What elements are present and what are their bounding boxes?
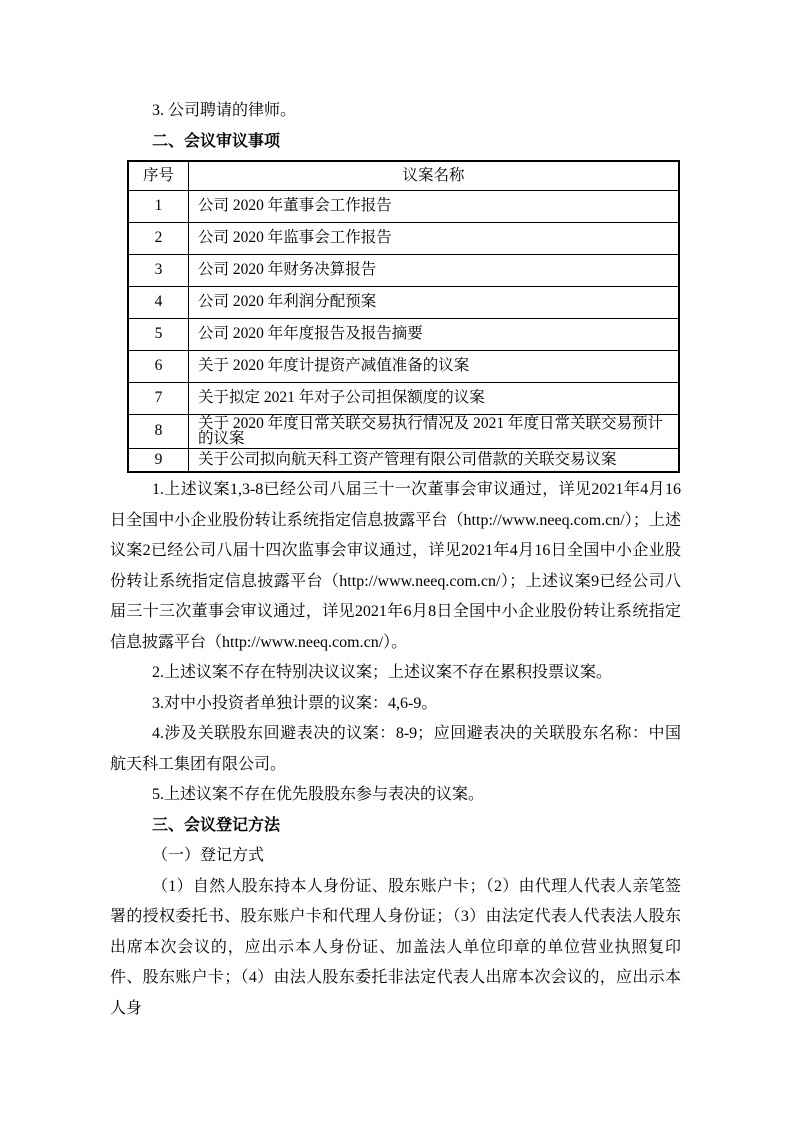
proposal-name: 公司 2020 年董事会工作报告 — [189, 190, 680, 222]
column-header-name: 议案名称 — [189, 161, 680, 190]
proposal-number: 2 — [128, 222, 189, 254]
proposal-name: 关于公司拟向航天科工资产管理有限公司借款的关联交易议案 — [189, 448, 680, 472]
table-header-row — [128, 161, 679, 190]
note-paragraph-1: 1.上述议案1,3-8已经公司八届三十一次董事会审议通过，详见2021年4月16日全国中小企业股份转让系统指定信息披露平台（http://www.neeq.com.cn/）；上述议案2已经公司八届十四次监事会审议通过，详见2021年4月16日全国中小企业股份转让系统指定信息披露平台（http://www.neeq.com.cn/）；上述议案9已经公司八届三十三次董事会审议通过，详见2021年6月8日全国中小企业股份转让系统指定信息披露平台（http://www.neeq.com.cn/）。 — [110, 481, 681, 651]
table-row — [128, 190, 679, 222]
proposal-number: 4 — [128, 286, 189, 318]
section3-heading: 三、会议登记方法 — [152, 816, 281, 834]
section2-heading: 二、会议审议事项 — [152, 132, 281, 150]
proposal-name: 公司 2020 年财务决算报告 — [189, 254, 680, 286]
table-row — [128, 382, 679, 414]
proposal-number: 6 — [128, 350, 189, 382]
note-paragraph-5: 5.上述议案不存在优先股股东参与表决的议案。 — [152, 786, 485, 803]
section3-subheading: （一）登记方式 — [152, 847, 265, 864]
note-paragraph-2: 2.上述议案不存在特别决议议案；上述议案不存在累积投票议案。 — [152, 664, 613, 681]
proposal-number: 5 — [128, 318, 189, 350]
proposal-number: 3 — [128, 254, 189, 286]
intro-list-item: 3. 公司聘请的律师。 — [152, 102, 297, 119]
proposal-name: 关于拟定 2021 年对子公司担保额度的议案 — [189, 382, 680, 414]
proposal-name: 公司 2020 年年度报告及报告摘要 — [189, 318, 680, 350]
proposal-name: 公司 2020 年利润分配预案 — [189, 286, 680, 318]
proposals-table — [127, 160, 680, 473]
table-row — [128, 222, 679, 254]
table-row — [128, 448, 679, 472]
table-row — [128, 254, 679, 286]
column-header-no: 序号 — [128, 161, 189, 190]
proposal-number: 9 — [128, 448, 189, 472]
proposal-name: 关于 2020 年度日常关联交易执行情况及 2021 年度日常关联交易预计的议案 — [189, 414, 680, 448]
registration-method-paragraph: （1）自然人股东持本人身份证、股东账户卡；（2）由代理人代表人亲笔签署的授权委托书、股东账户卡和代理人身份证；（3）由法定代表人代表法人股东出席本次会议的，应出示本人身份证、加盖法人单位印章的单位营业执照复印件、股东账户卡；（4）由法人股东委托非法定代表人出席本次会议的，应出示本人身 — [110, 877, 681, 1017]
table-row — [128, 350, 679, 382]
proposal-name: 关于 2020 年度计提资产减值准备的议案 — [189, 350, 680, 382]
document-content — [110, 96, 681, 1024]
table-row — [128, 318, 679, 350]
proposal-number: 8 — [128, 414, 189, 448]
table-row — [128, 286, 679, 318]
proposal-name: 公司 2020 年监事会工作报告 — [189, 222, 680, 254]
note-paragraph-3: 3.对中小投资者单独计票的议案：4,6-9。 — [152, 694, 438, 712]
note-paragraph-4: 4.涉及关联股东回避表决的议案：8-9；应回避表决的关联股东名称：中国航天科工集团有限公司。 — [110, 725, 681, 773]
proposal-number: 1 — [128, 190, 189, 222]
proposal-number: 7 — [128, 382, 189, 414]
table-row — [128, 414, 679, 448]
